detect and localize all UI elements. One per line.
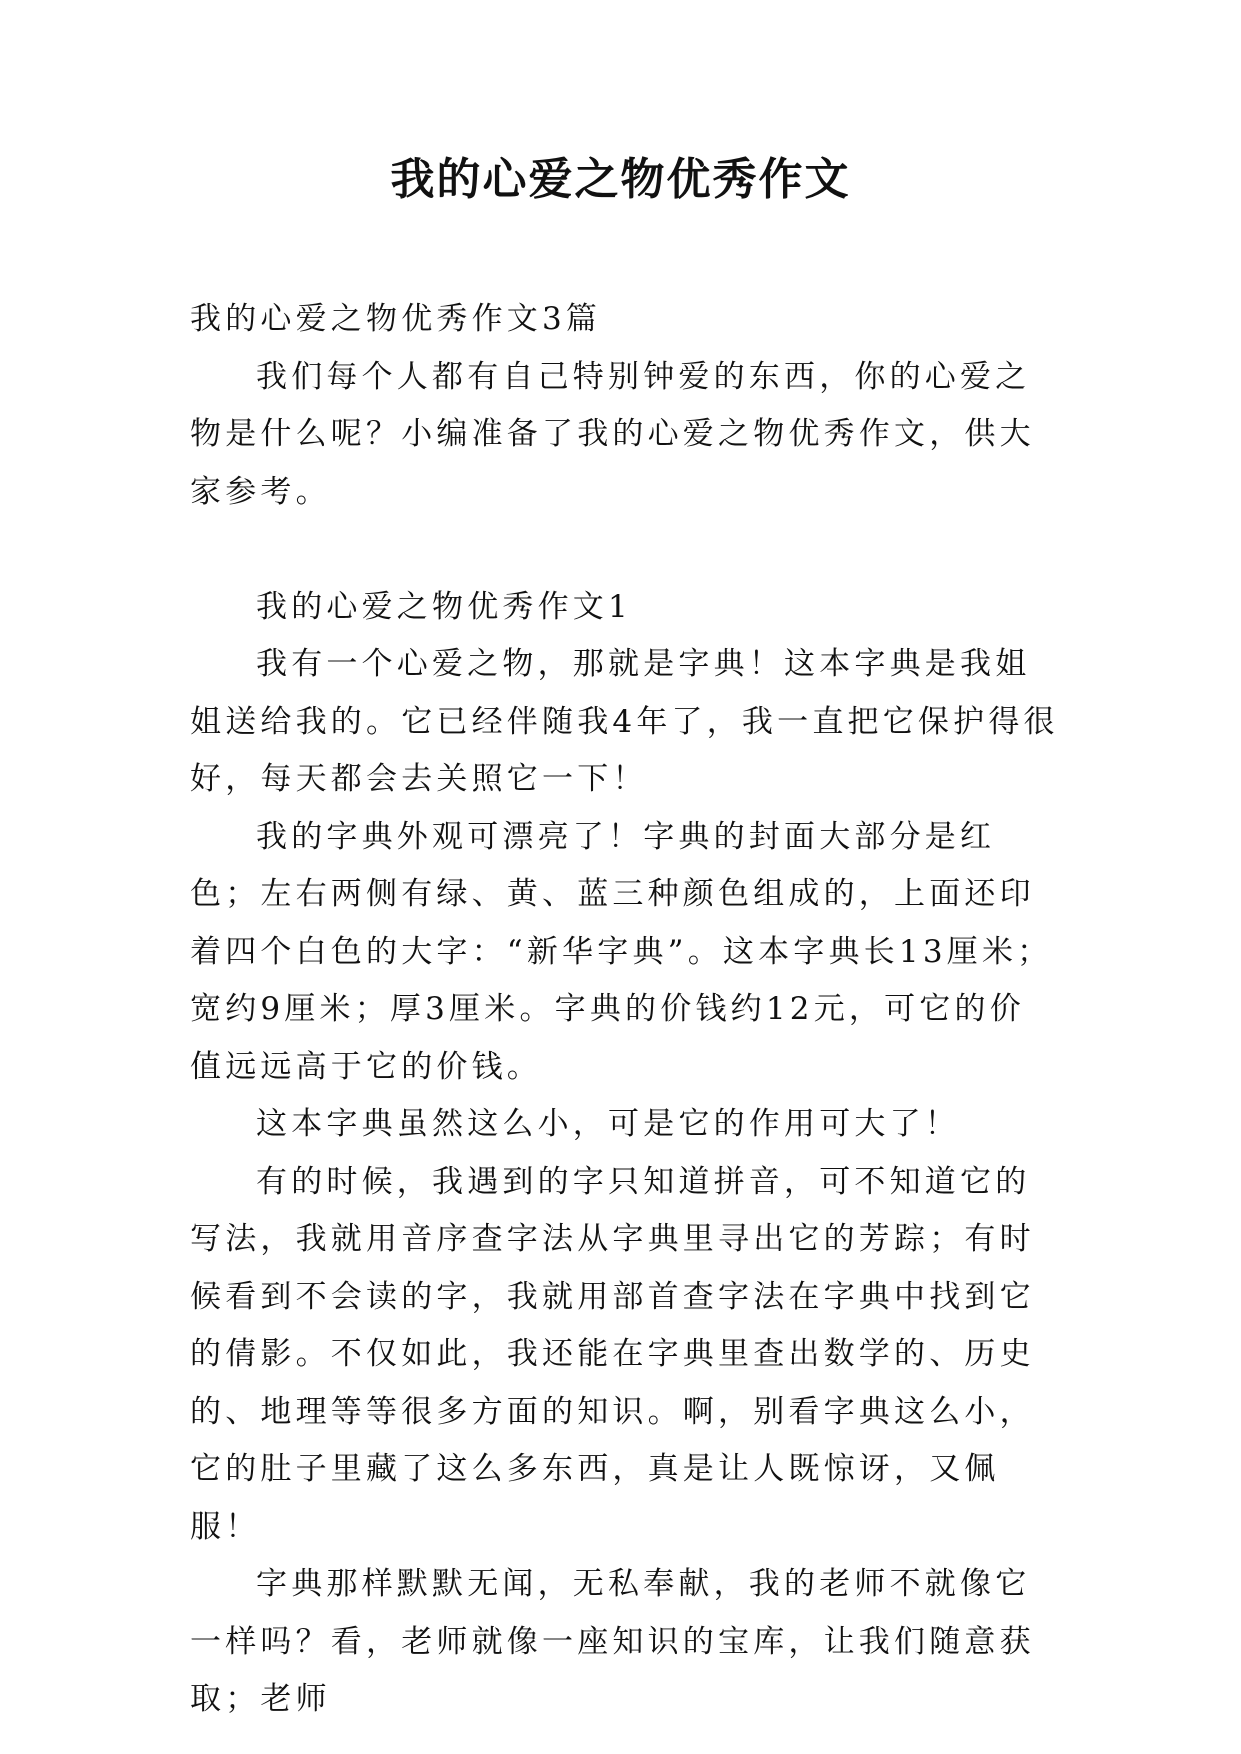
body-paragraph: 这本字典虽然这么小，可是它的作用可大了！ (256, 1106, 960, 1142)
blank-line (190, 521, 1060, 579)
document-title: 我的心爱之物优秀作文 (390, 154, 851, 205)
body-paragraph: 我有一个心爱之物，那就是字典！这本字典是我姐姐送给我的。它已经伴随我4年了，我一直把它保护得很好，每天都会去关照它一下！ (190, 646, 1059, 797)
body-paragraph: 我的字典外观可漂亮了！字典的封面大部分是红色；左右两侧有绿、黄、蓝三种颜色组成的，上面还印着四个白色的大字：“新华字典”。这本字典长13厘米；宽约9厘米；厚3厘米。字典的价钱约12元，可它的价值远远高于它的价钱。 (190, 818, 1053, 1085)
document-body (190, 291, 1060, 1729)
essay-heading: 我的心爱之物优秀作文1 (256, 588, 632, 625)
document-subtitle: 我的心爱之物优秀作文3篇 (190, 301, 602, 337)
body-paragraph: 字典那样默默无闻，无私奉献，我的老师不就像它一样吗？看，老师就像一座知识的宝库，让我们随意获取；老师 (190, 1566, 1035, 1717)
intro-paragraph: 我们每个人都有自己特别钟爱的东西，你的心爱之物是什么呢？小编准备了我的心爱之物优秀作文，供大家参考。 (190, 358, 1035, 510)
body-paragraph: 有的时候，我遇到的字只知道拼音，可不知道它的写法，我就用音序查字法从字典里寻出它的芳踪；有时候看到不会读的字，我就用部首查字法在字典中找到它的倩影。不仅如此，我还能在字典里查出数学的、历史的、地理等等很多方面的知识。啊，别看字典这么小，它的肚子里藏了这么多东西，真是让人既惊讶，又佩服！ (190, 1163, 1035, 1545)
